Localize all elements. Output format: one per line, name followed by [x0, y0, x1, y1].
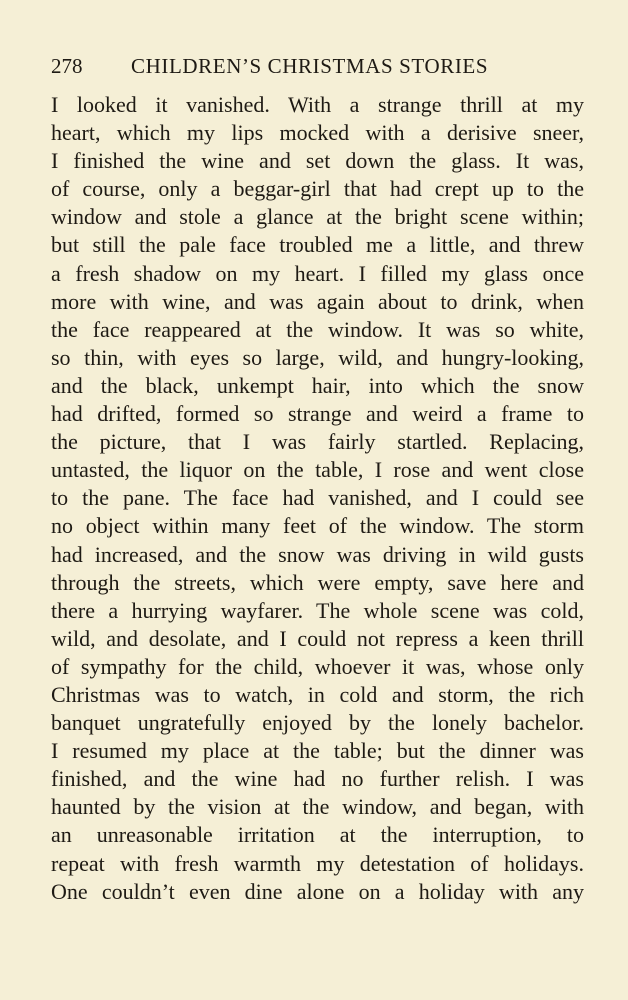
text-line: Christmas was to watch, in cold and storm, the rich — [51, 681, 584, 707]
text-line: finished, and the wine had no further relish. I was — [51, 766, 584, 792]
text-line: of sympathy for the child, whoever it was, whose only — [51, 653, 584, 679]
text-line: the face reappeared at the window. It was so white, — [51, 316, 584, 342]
page-number: 278 — [51, 54, 83, 78]
running-head — [51, 52, 584, 80]
text-line: untasted, the liquor on the table, I rose and went close — [51, 457, 584, 483]
text-line: wild, and desolate, and I could not repress a keen thrill — [51, 625, 584, 651]
text-line: of course, only a beggar-girl that had crept up to the — [51, 176, 584, 202]
text-line: there a hurrying wayfarer. The whole scene was cold, — [51, 597, 584, 623]
text-line: more with wine, and was again about to drink, when — [51, 288, 584, 314]
text-line: I resumed my place at the table; but the dinner was — [51, 738, 584, 764]
text-line: the picture, that I was fairly startled. Replacing, — [51, 429, 584, 455]
text-line: no object within many feet of the window. The storm — [51, 513, 584, 539]
text-line: banquet ungratefully enjoyed by the lonely bachelor. — [51, 710, 584, 736]
text-line: a fresh shadow on my heart. I filled my glass once — [51, 260, 584, 286]
text-line: had increased, and the snow was driving in wild gusts — [51, 541, 584, 567]
text-line: through the streets, which were empty, save here and — [51, 569, 584, 595]
text-line: an unreasonable irritation at the interruption, to — [51, 822, 584, 848]
text-line: I looked it vanished. With a strange thrill at my — [51, 92, 584, 117]
text-line: I finished the wine and set down the glass. It was, — [51, 148, 584, 174]
body-text — [51, 91, 584, 906]
text-line: heart, which my lips mocked with a derisive sneer, — [51, 120, 584, 146]
text-line: repeat with fresh warmth my detestation of holidays. — [51, 850, 584, 876]
text-line: so thin, with eyes so large, wild, and hungry-looking, — [51, 344, 584, 370]
text-line: window and stole a glance at the bright scene within; — [51, 204, 584, 230]
running-title: CHILDREN’S CHRISTMAS STORIES — [131, 54, 489, 78]
text-line: had drifted, formed so strange and weird a frame to — [51, 401, 584, 427]
text-line: and the black, unkempt hair, into which the snow — [51, 372, 584, 398]
text-line: to the pane. The face had vanished, and I could see — [51, 485, 584, 511]
text-line: One couldn’t even dine alone on a holiday with any — [51, 878, 584, 904]
text-line: haunted by the vision at the window, and began, with — [51, 794, 584, 820]
text-line: but still the pale face troubled me a little, and threw — [51, 232, 584, 258]
